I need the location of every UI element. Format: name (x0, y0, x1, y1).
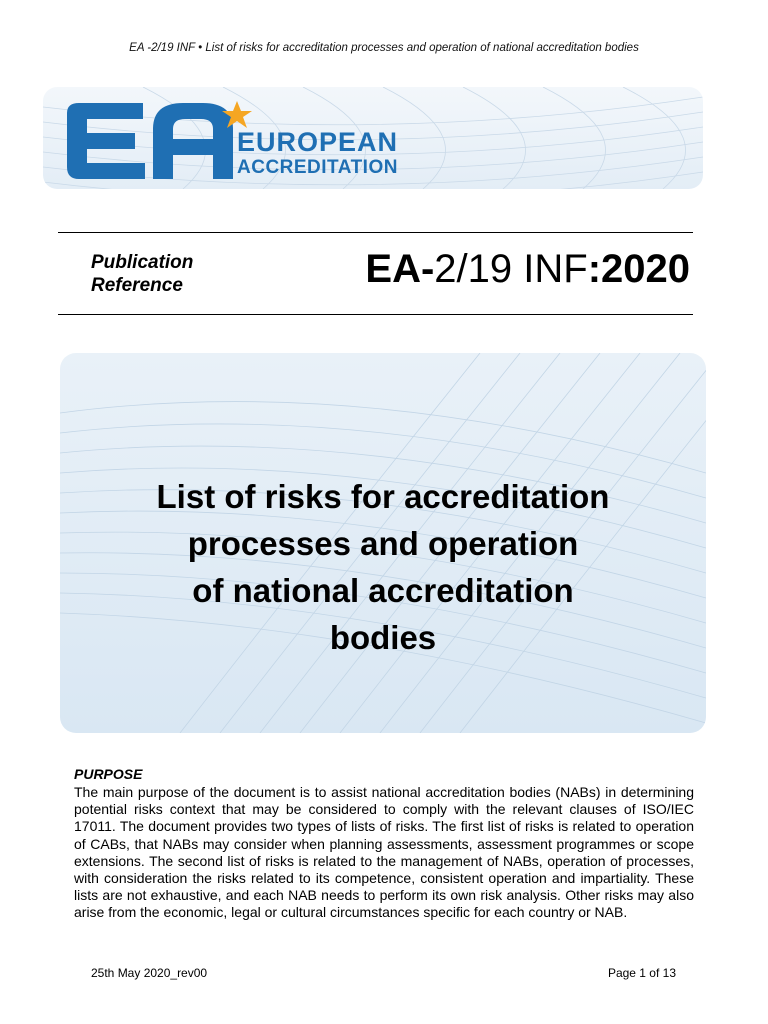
logo-line-european: EUROPEAN (237, 127, 399, 157)
logo-line-accreditation: ACCREDITATION (237, 157, 398, 178)
footer-date: 25th May 2020_rev00 (91, 966, 208, 980)
publication-label: Publication Reference (91, 252, 194, 296)
top-rule (58, 232, 693, 233)
purpose-heading: PURPOSE (74, 766, 143, 782)
footer-page-number: Page 1 of 13 (607, 966, 676, 980)
running-header: EA -2/19 INF • List of risks for accreditation processes and operation of national accreditation bodies (129, 42, 639, 54)
document-title: List of risks for accreditation processes and operation of national accreditation bodies (156, 478, 610, 656)
title-panel (60, 353, 706, 733)
publication-reference: EA-2/19 INF:2020 (365, 247, 690, 291)
purpose-paragraph: The main purpose of the document is to assist national accreditation bodies (NABs) in determining potential risks context that may be considered to comply with the relevant clauses of ISO/IEC 17011. The document provides two types of lists of risks. The first list of risks is related to operation of CABs, that NABs may consider when planning assessments, assessment programmes or scope extensions. The second list of risks is related to the management of NABs, operation of processes, with consideration the risks related to its competence, consistent operation and impartiality. These lists are not exhaustive, and each NAB needs to perform its own risk analysis. Other risks may also arise from the economic, legal or cultural circumstances specific for each country or NAB. (74, 784, 694, 921)
logo-banner (43, 87, 703, 189)
bottom-rule (58, 314, 693, 315)
logo-wordmark (237, 129, 398, 177)
